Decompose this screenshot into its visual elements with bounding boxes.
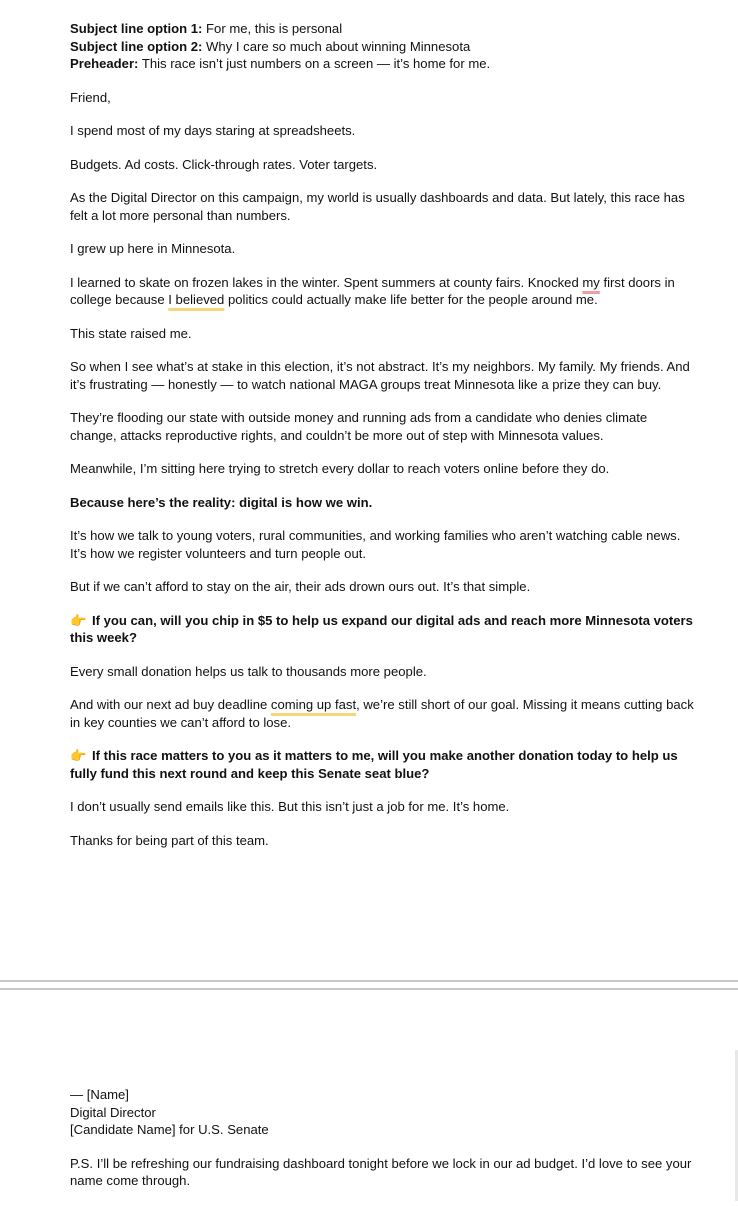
paragraph-outside-money: They’re flooding our state with outside money and running ads from a candidate who denies climate change, attacks reproductive rights, and couldn’t be more out of step with Minnesota values.: [70, 410, 648, 443]
subject-line-option-1: [70, 20, 695, 38]
email-draft-body: [70, 20, 695, 865]
preheader: [70, 55, 695, 73]
signature-title: Digital Director: [70, 1104, 156, 1120]
signature-block: [70, 1086, 695, 1139]
subject-line-1-text: For me, this is personal: [202, 21, 343, 36]
pointing-hand-icon: 👉: [70, 748, 87, 763]
suggestion-highlight-coming-up-fast[interactable]: coming up fast: [270, 697, 357, 712]
signature-org: [Candidate Name] for U.S. Senate: [70, 1122, 269, 1137]
paragraph-spreadsheets: I spend most of my days staring at spreadsheets.: [70, 123, 356, 138]
document-page-2: [0, 990, 738, 1201]
paragraph-state-raised: This state raised me.: [70, 325, 192, 341]
text-segment: I learned to skate on frozen lakes in the winter. Spent summers at county fairs. Knocked: [70, 274, 583, 290]
postscript: P.S. I’ll be refreshing our fundraising dashboard tonight before we lock in our ad budget. I’d love to see your name come through.: [70, 1155, 692, 1188]
suggestion-highlight-believed[interactable]: I believed: [168, 292, 225, 307]
paragraph-stretch-dollar: Meanwhile, I’m sitting here trying to stretch every dollar to reach voters online before they do.: [70, 461, 610, 476]
text-segment: , we’re still short of our goal. Missing it means cutting back in key counties we can’t afford to lose.: [70, 697, 694, 730]
paragraph-digital-director: As the Digital Director on this campaign, my world is usually dashboards and data. But lately, this race has felt a lot more personal than numbers.: [70, 190, 685, 223]
text-segment: first doors in college because: [70, 274, 675, 307]
preheader-text: This race isn’t just numbers on a screen — it’s home for me.: [138, 56, 491, 71]
subject-line-2-label: Subject line option 2:: [70, 38, 203, 54]
paragraph-not-just-job: I don’t usually send emails like this. But this isn’t just a job for me. It’s home.: [70, 799, 510, 814]
signature-name: — [Name]: [70, 1087, 129, 1102]
greeting: Friend,: [70, 89, 111, 105]
donation-ask-1-text: If you can, will you chip in $5 to help us expand our digital ads and reach more Minnesota voters this week?: [70, 612, 693, 645]
paragraph-budgets: Budgets. Ad costs. Click-through rates. Voter targets.: [70, 156, 378, 172]
page-break: [0, 980, 738, 990]
donation-ask-2-text: If this race matters to you as it matters to me, will you make another donation today to help us fully fund this next round and keep this Senate seat blue?: [70, 748, 678, 781]
donation-ask-2: [70, 747, 695, 782]
paragraph-young-voters: It’s how we talk to young voters, rural communities, and working families who aren’t watching cable news. It’s how we register volunteers and turn people out.: [70, 528, 681, 561]
preheader-label: Preheader:: [70, 56, 139, 71]
paragraph-frozen-lakes: [70, 274, 695, 309]
spelling-flag-my[interactable]: my: [582, 274, 600, 290]
paragraph-grew-up: I grew up here in Minnesota.: [70, 241, 236, 256]
subject-line-option-2: [70, 38, 695, 56]
subject-line-2-text: Why I care so much about winning Minnesota: [202, 38, 471, 54]
paragraph-thanks: Thanks for being part of this team.: [70, 832, 269, 848]
text-segment: And with our next ad buy deadline: [70, 697, 271, 712]
pointing-hand-icon: 👉: [70, 612, 87, 628]
email-signoff: [70, 1086, 695, 1206]
paragraph-drown-out: But if we can’t afford to stay on the air, their ads drown ours out. It’s that simple.: [70, 579, 531, 594]
paragraph-reality: Because here’s the reality: digital is how we win.: [70, 494, 373, 510]
subject-line-1-label: Subject line option 1:: [70, 21, 203, 36]
paragraph-small-donation: Every small donation helps us talk to thousands more people.: [70, 663, 427, 679]
text-segment: politics could actually make life better for the people around me.: [224, 292, 598, 307]
donation-ask-1: [70, 612, 695, 647]
paragraph-deadline: [70, 696, 695, 731]
email-header-block: [70, 20, 695, 73]
paragraph-whats-at-stake: So when I see what’s at stake in this election, it’s not abstract. It’s my neighbors. My family. My friends. And it’s frustrating — honestly — to watch national MAGA groups treat Minnesota like a prize they can buy.: [70, 359, 690, 392]
